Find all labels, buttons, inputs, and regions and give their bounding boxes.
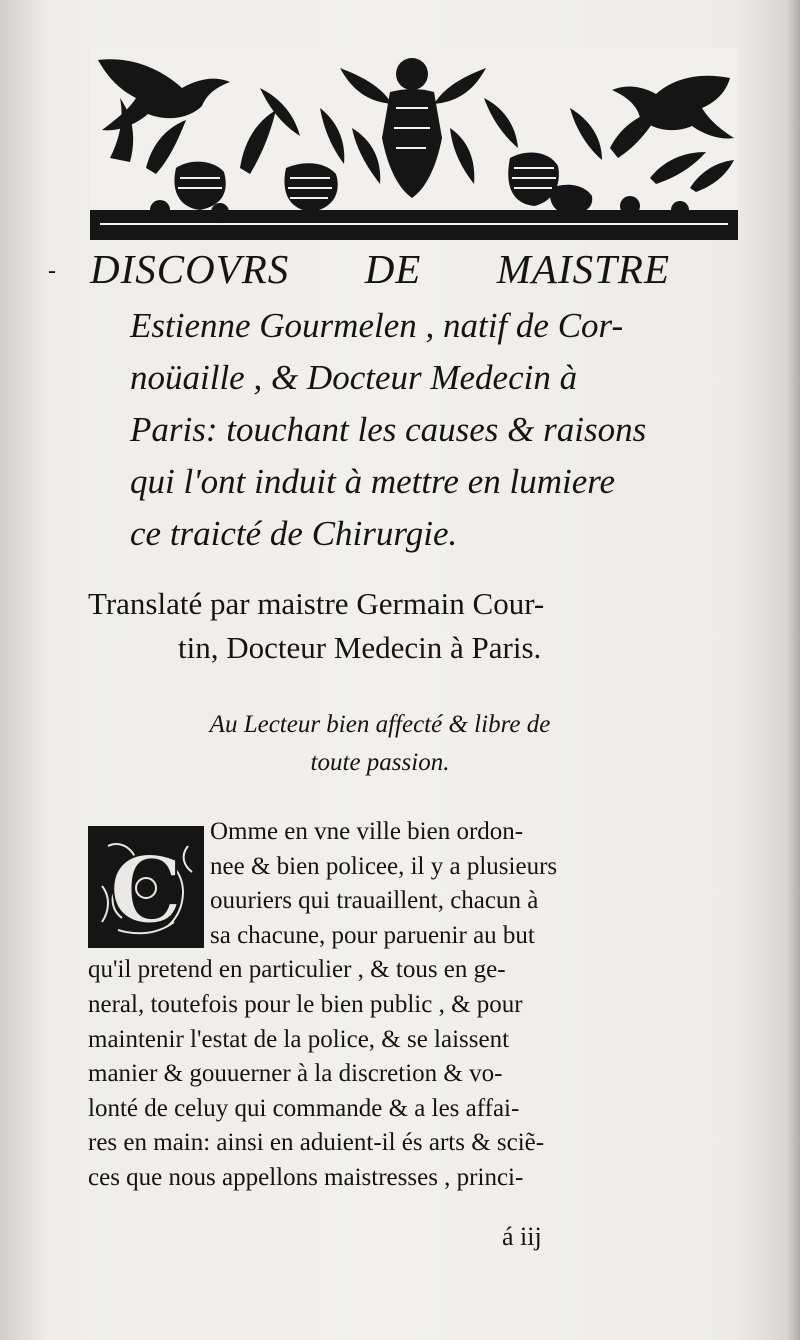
body-line: qu'il pretend en particulier , & tous en ge- xyxy=(88,956,506,984)
reader-line: toute passion. xyxy=(310,749,450,776)
body-line: manier & gouuerner à la discretion & vo- xyxy=(88,1060,503,1088)
title-line: ce traicté de Chirurgie. xyxy=(130,514,458,553)
woodcut-headpiece xyxy=(90,48,738,240)
body-line: ces que nous appellons maistresses , princi- xyxy=(88,1163,524,1191)
translation-note xyxy=(88,582,678,670)
heading-word: DE xyxy=(364,246,422,292)
title-line: Paris: touchant les causes & raisons xyxy=(130,410,647,449)
body-line: maintenir l'estat de la police, & se laissent xyxy=(88,1025,510,1053)
title-line: Estienne Gourmelen , natif de Cor- xyxy=(130,306,624,345)
body-line: neral, toutefois pour le bien public , & pour xyxy=(88,990,523,1018)
initial-letter: C xyxy=(109,836,183,944)
translation-line: tin, Docteur Medecin à Paris. xyxy=(178,630,542,665)
body-line: res en main: ainsi en aduient-il és arts & sciẽ- xyxy=(88,1129,545,1157)
body-line: Omme en vne ville bien ordon- xyxy=(210,818,524,845)
page-edge-shadow xyxy=(786,0,800,1340)
heading-word: MAISTRE xyxy=(496,246,670,292)
body-line: nee & bien policee, il y a plusieurs xyxy=(210,852,558,880)
main-heading xyxy=(90,244,670,294)
reader-line: Au Lecteur bien affecté & libre de xyxy=(209,711,551,738)
margin-mark: - xyxy=(48,258,56,284)
title-block xyxy=(130,300,675,560)
heading-word: DISCOVRS xyxy=(90,246,290,292)
body-text xyxy=(88,815,668,1196)
reader-address xyxy=(100,706,660,782)
body-line: ouuriers qui trauaillent, chacun à xyxy=(210,887,539,915)
translation-line: Translaté par maistre Germain Cour- xyxy=(88,586,545,621)
body-line: lonté de celuy qui commande & a les affai- xyxy=(88,1094,520,1122)
signature-mark: á iij xyxy=(502,1222,542,1251)
title-line: noüaille , & Docteur Medecin à xyxy=(130,358,578,397)
title-line: qui l'ont induit à mettre en lumiere xyxy=(130,462,616,501)
body-line: sa chacune, pour paruenir au but xyxy=(210,921,535,949)
